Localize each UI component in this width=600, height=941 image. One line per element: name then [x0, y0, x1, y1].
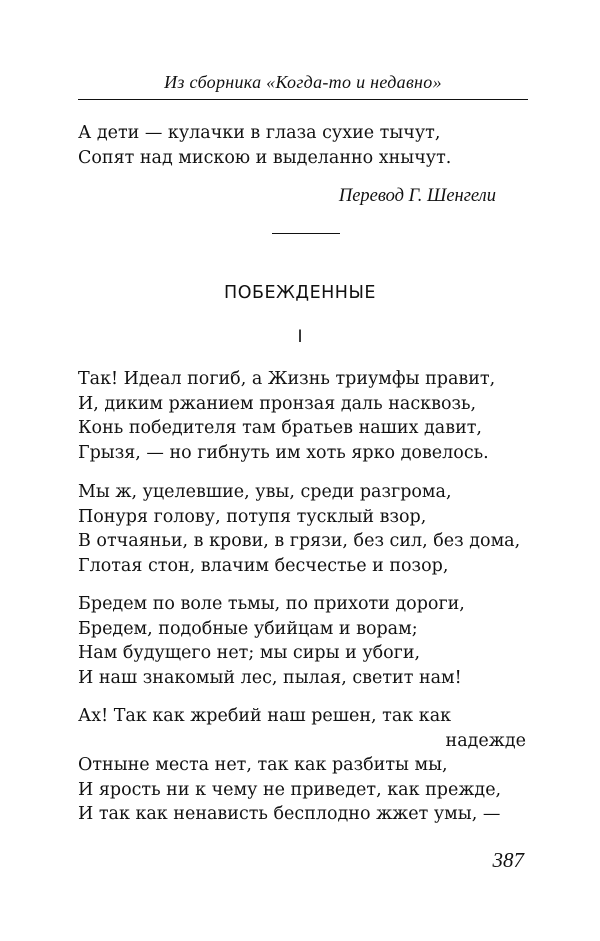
verse-line: Мы ж, уцелевшие, увы, среди разгрома, [78, 482, 452, 502]
stanza-2 [78, 480, 538, 578]
verse-line: Нам будущего нет; мы сиры и убоги, [78, 643, 421, 663]
verse-line: Так! Идеал погиб, а Жизнь триумфы правит, [78, 369, 496, 389]
running-head: Из сборника «Когда-то и недавно» [164, 72, 442, 92]
header-rule [78, 99, 528, 100]
verse-line-overflow: надежде [445, 730, 526, 751]
section-divider [272, 233, 340, 234]
verse-line: Бредем по воле тьмы, по прихоти дороги, [78, 594, 465, 614]
section-number: I [297, 327, 303, 347]
verse-line: Понуря голову, потупя тусклый взор, [78, 506, 427, 527]
poem-title: ПОБЕЖДЕННЫЕ [224, 283, 376, 303]
closing-stanza-previous-poem [78, 121, 538, 170]
page-number: 387 [492, 848, 524, 872]
verse-line: Грызя, — но гибнуть им хоть ярко довелось. [78, 442, 489, 463]
stanza-1 [78, 367, 538, 465]
verse-line: Глотая стон, влачим бесчестье и позор, [78, 555, 449, 576]
verse-line: Конь победителя там братьев наших давит, [78, 418, 482, 438]
stanza-3 [78, 592, 538, 690]
verse-line: И наш знакомый лес, пылая, светит нам! [78, 667, 462, 688]
verse-line: И, диким ржанием пронзая даль насквозь, [78, 393, 477, 414]
stanza-4 [78, 704, 538, 827]
translator-credit: Перевод Г. Шенгели [338, 186, 496, 206]
verse-line: И так как ненависть бесплодно жжет умы, — [78, 804, 501, 824]
verse-line: А дети — кулачки в глаза сухие тычут, [78, 123, 441, 143]
verse-line: Ах! Так как жребий наш решен, так как [78, 706, 452, 726]
verse-line: Сопят над мискою и выделанно хнычут. [78, 147, 452, 168]
verse-line: Бредем, подобные убийцам и ворам; [78, 618, 418, 639]
verse-line: И ярость ни к чему не приведет, как прежде, [78, 779, 502, 800]
verse-line: Отныне места нет, так как разбиты мы, [78, 755, 448, 775]
verse-line: В отчаяньи, в крови, в грязи, без сил, без дома, [78, 531, 521, 551]
